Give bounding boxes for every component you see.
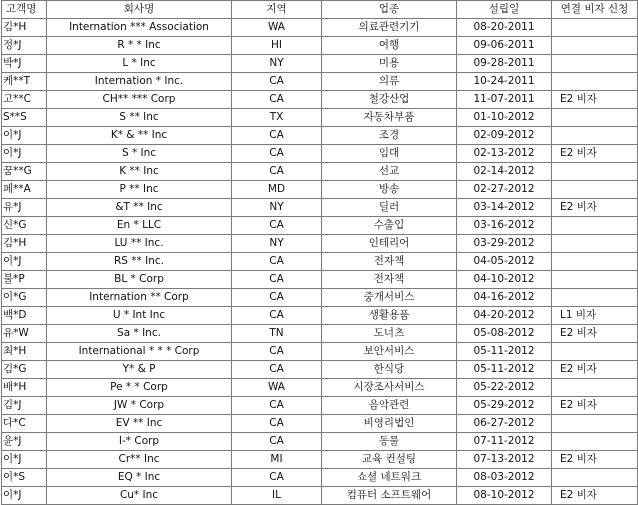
cell-visa [552, 73, 638, 91]
cell-industry: 동물 [322, 433, 457, 451]
cell-name: 김*G [2, 361, 47, 379]
table-row [2, 37, 638, 55]
cell-name: 김*J [2, 397, 47, 415]
cell-region: MD [232, 181, 322, 199]
cell-region: WA [232, 19, 322, 37]
cell-date: 08-10-2012 [457, 487, 552, 505]
cell-industry: 컴퓨터 소프트웨어 [322, 487, 457, 505]
cell-visa [552, 271, 638, 289]
cell-visa: E2 비자 [552, 487, 638, 505]
table-row [2, 109, 638, 127]
cell-name: 이*G [2, 289, 47, 307]
cell-name: 케**T [2, 73, 47, 91]
cell-company: CH** *** Corp [47, 91, 232, 109]
cell-region: CA [232, 307, 322, 325]
cell-name: 꿈**G [2, 163, 47, 181]
cell-date: 02-27-2012 [457, 181, 552, 199]
cell-name: 백*D [2, 307, 47, 325]
cell-industry: 전자책 [322, 253, 457, 271]
cell-region: CA [232, 73, 322, 91]
cell-industry: 조경 [322, 127, 457, 145]
cell-industry: 생활용품 [322, 307, 457, 325]
cell-visa: E2 비자 [552, 397, 638, 415]
cell-name: 이*J [2, 145, 47, 163]
header-company: 회사명 [47, 1, 232, 19]
cell-industry: 수출입 [322, 217, 457, 235]
cell-visa: E2 비자 [552, 91, 638, 109]
table-row [2, 91, 638, 109]
cell-name: 유*W [2, 325, 47, 343]
table-row [2, 55, 638, 73]
cell-industry: 여행 [322, 37, 457, 55]
cell-company: Y* & P [47, 361, 232, 379]
cell-visa [552, 37, 638, 55]
cell-date: 05-11-2012 [457, 343, 552, 361]
cell-company: EQ * Inc [47, 469, 232, 487]
table-row [2, 253, 638, 271]
cell-name: 김*H [2, 19, 47, 37]
cell-company: International * * * Corp [47, 343, 232, 361]
cell-visa [552, 235, 638, 253]
cell-region: CA [232, 271, 322, 289]
table-row [2, 451, 638, 469]
cell-name: 페**A [2, 181, 47, 199]
cell-date: 09-28-2011 [457, 55, 552, 73]
table-row [2, 343, 638, 361]
cell-visa [552, 343, 638, 361]
header-region: 지역 [232, 1, 322, 19]
cell-visa: E2 비자 [552, 145, 638, 163]
cell-name: 박*J [2, 55, 47, 73]
table-row [2, 163, 638, 181]
cell-industry: 인테리어 [322, 235, 457, 253]
cell-date: 04-20-2012 [457, 307, 552, 325]
cell-name: 배*H [2, 379, 47, 397]
cell-industry: 비영리법인 [322, 415, 457, 433]
table-row [2, 73, 638, 91]
cell-visa [552, 127, 638, 145]
cell-date: 07-13-2012 [457, 451, 552, 469]
cell-visa [552, 163, 638, 181]
cell-region: CA [232, 433, 322, 451]
cell-industry: 미용 [322, 55, 457, 73]
cell-visa [552, 253, 638, 271]
cell-date: 11-07-2011 [457, 91, 552, 109]
cell-date: 01-10-2012 [457, 109, 552, 127]
cell-company: U * Int Inc [47, 307, 232, 325]
cell-name: 정*J [2, 37, 47, 55]
cell-industry: 딜러 [322, 199, 457, 217]
cell-date: 05-29-2012 [457, 397, 552, 415]
cell-name: S**S [2, 109, 47, 127]
cell-visa: E2 비자 [552, 451, 638, 469]
cell-name: 이*J [2, 451, 47, 469]
cell-visa [552, 181, 638, 199]
cell-date: 06-27-2012 [457, 415, 552, 433]
cell-visa [552, 55, 638, 73]
table-row [2, 361, 638, 379]
cell-company: K ** Inc [47, 163, 232, 181]
cell-industry: 선교 [322, 163, 457, 181]
cell-company: I-* Corp [47, 433, 232, 451]
cell-company: L * Inc [47, 55, 232, 73]
cell-company: R * * Inc [47, 37, 232, 55]
cell-industry: 교육 컨설팅 [322, 451, 457, 469]
cell-date: 04-10-2012 [457, 271, 552, 289]
cell-region: NY [232, 199, 322, 217]
cell-region: CA [232, 145, 322, 163]
header-date: 설립일 [457, 1, 552, 19]
cell-date: 08-03-2012 [457, 469, 552, 487]
cell-industry: 쇼셜 네트워크 [322, 469, 457, 487]
cell-date: 10-24-2011 [457, 73, 552, 91]
cell-company: RS ** Inc. [47, 253, 232, 271]
table-row [2, 289, 638, 307]
table-row [2, 271, 638, 289]
cell-visa [552, 19, 638, 37]
cell-company: EV ** Inc [47, 415, 232, 433]
cell-region: CA [232, 217, 322, 235]
cell-date: 08-20-2011 [457, 19, 552, 37]
table-row [2, 217, 638, 235]
cell-visa [552, 217, 638, 235]
cell-industry: 음악관련 [322, 397, 457, 415]
cell-region: CA [232, 289, 322, 307]
cell-region: CA [232, 343, 322, 361]
cell-visa: E2 비자 [552, 361, 638, 379]
cell-company: Internation ** Corp [47, 289, 232, 307]
cell-company: Internation *** Association [47, 19, 232, 37]
cell-visa: E2 비자 [552, 325, 638, 343]
cell-company: S ** Inc [47, 109, 232, 127]
cell-region: WA [232, 379, 322, 397]
cell-region: NY [232, 55, 322, 73]
cell-name: 이*S [2, 469, 47, 487]
table-row [2, 145, 638, 163]
header-name: 고객명 [2, 1, 47, 19]
cell-company: Sa * Inc. [47, 325, 232, 343]
cell-industry: 시장조사서비스 [322, 379, 457, 397]
cell-region: CA [232, 397, 322, 415]
cell-region: CA [232, 163, 322, 181]
header-industry: 업종 [322, 1, 457, 19]
cell-region: IL [232, 487, 322, 505]
cell-company: Internation * Inc. [47, 73, 232, 91]
cell-name: 유*J [2, 199, 47, 217]
cell-company: BL * Corp [47, 271, 232, 289]
cell-visa [552, 109, 638, 127]
cell-industry: 의류 [322, 73, 457, 91]
cell-date: 05-08-2012 [457, 325, 552, 343]
cell-industry: 임대 [322, 145, 457, 163]
table-row [2, 235, 638, 253]
cell-industry: 중개서비스 [322, 289, 457, 307]
cell-company: JW * Corp [47, 397, 232, 415]
cell-industry: 한식당 [322, 361, 457, 379]
cell-company: S * Inc [47, 145, 232, 163]
cell-company: P ** Inc [47, 181, 232, 199]
table-row [2, 127, 638, 145]
cell-name: 최*H [2, 343, 47, 361]
table-row [2, 325, 638, 343]
table-row [2, 469, 638, 487]
cell-region: CA [232, 91, 322, 109]
table-row [2, 487, 638, 505]
cell-region: CA [232, 127, 322, 145]
cell-name: 이*J [2, 487, 47, 505]
cell-industry: 철강산업 [322, 91, 457, 109]
cell-region: TN [232, 325, 322, 343]
cell-name: 고**C [2, 91, 47, 109]
cell-industry: 전자책 [322, 271, 457, 289]
cell-name: 김*H [2, 235, 47, 253]
cell-industry: 방송 [322, 181, 457, 199]
cell-date: 07-11-2012 [457, 433, 552, 451]
cell-region: CA [232, 415, 322, 433]
table-row [2, 181, 638, 199]
cell-visa: E2 비자 [552, 199, 638, 217]
table-row [2, 19, 638, 37]
cell-visa [552, 415, 638, 433]
table-row [2, 433, 638, 451]
cell-date: 03-16-2012 [457, 217, 552, 235]
cell-visa [552, 379, 638, 397]
cell-region: TX [232, 109, 322, 127]
cell-date: 02-13-2012 [457, 145, 552, 163]
cell-date: 04-16-2012 [457, 289, 552, 307]
cell-industry: 보안서비스 [322, 343, 457, 361]
table-row [2, 307, 638, 325]
cell-industry: 의료관련기기 [322, 19, 457, 37]
cell-region: MI [232, 451, 322, 469]
cell-company: Cr** Inc [47, 451, 232, 469]
cell-company: Cu* Inc [47, 487, 232, 505]
cell-visa [552, 469, 638, 487]
cell-region: CA [232, 253, 322, 271]
cell-company: Pe * * Corp [47, 379, 232, 397]
cell-name: 다*C [2, 415, 47, 433]
cell-visa: L1 비자 [552, 307, 638, 325]
cell-date: 03-14-2012 [457, 199, 552, 217]
header-visa: 연결 비자 신청 [552, 1, 638, 19]
cell-date: 04-05-2012 [457, 253, 552, 271]
cell-industry: 도너츠 [322, 325, 457, 343]
cell-name: 이*J [2, 253, 47, 271]
table-row [2, 199, 638, 217]
cell-region: CA [232, 469, 322, 487]
cell-company: En * LLC [47, 217, 232, 235]
cell-company: &T ** Inc [47, 199, 232, 217]
cell-date: 02-14-2012 [457, 163, 552, 181]
cell-name: 신*G [2, 217, 47, 235]
cell-visa [552, 289, 638, 307]
cell-name: 윤*J [2, 433, 47, 451]
cell-date: 09-06-2011 [457, 37, 552, 55]
cell-name: 이*J [2, 127, 47, 145]
cell-date: 03-29-2012 [457, 235, 552, 253]
cell-company: K* & ** Inc [47, 127, 232, 145]
cell-date: 02-09-2012 [457, 127, 552, 145]
table-row [2, 415, 638, 433]
cell-date: 05-22-2012 [457, 379, 552, 397]
cell-region: HI [232, 37, 322, 55]
table-row [2, 397, 638, 415]
cell-company: LU ** Inc. [47, 235, 232, 253]
cell-region: CA [232, 361, 322, 379]
cell-date: 05-11-2012 [457, 361, 552, 379]
cell-visa [552, 433, 638, 451]
cell-region: NY [232, 235, 322, 253]
table-row [2, 379, 638, 397]
cell-industry: 자동차부품 [322, 109, 457, 127]
header-row [2, 1, 638, 19]
client-table [1, 0, 638, 505]
cell-name: 불*P [2, 271, 47, 289]
